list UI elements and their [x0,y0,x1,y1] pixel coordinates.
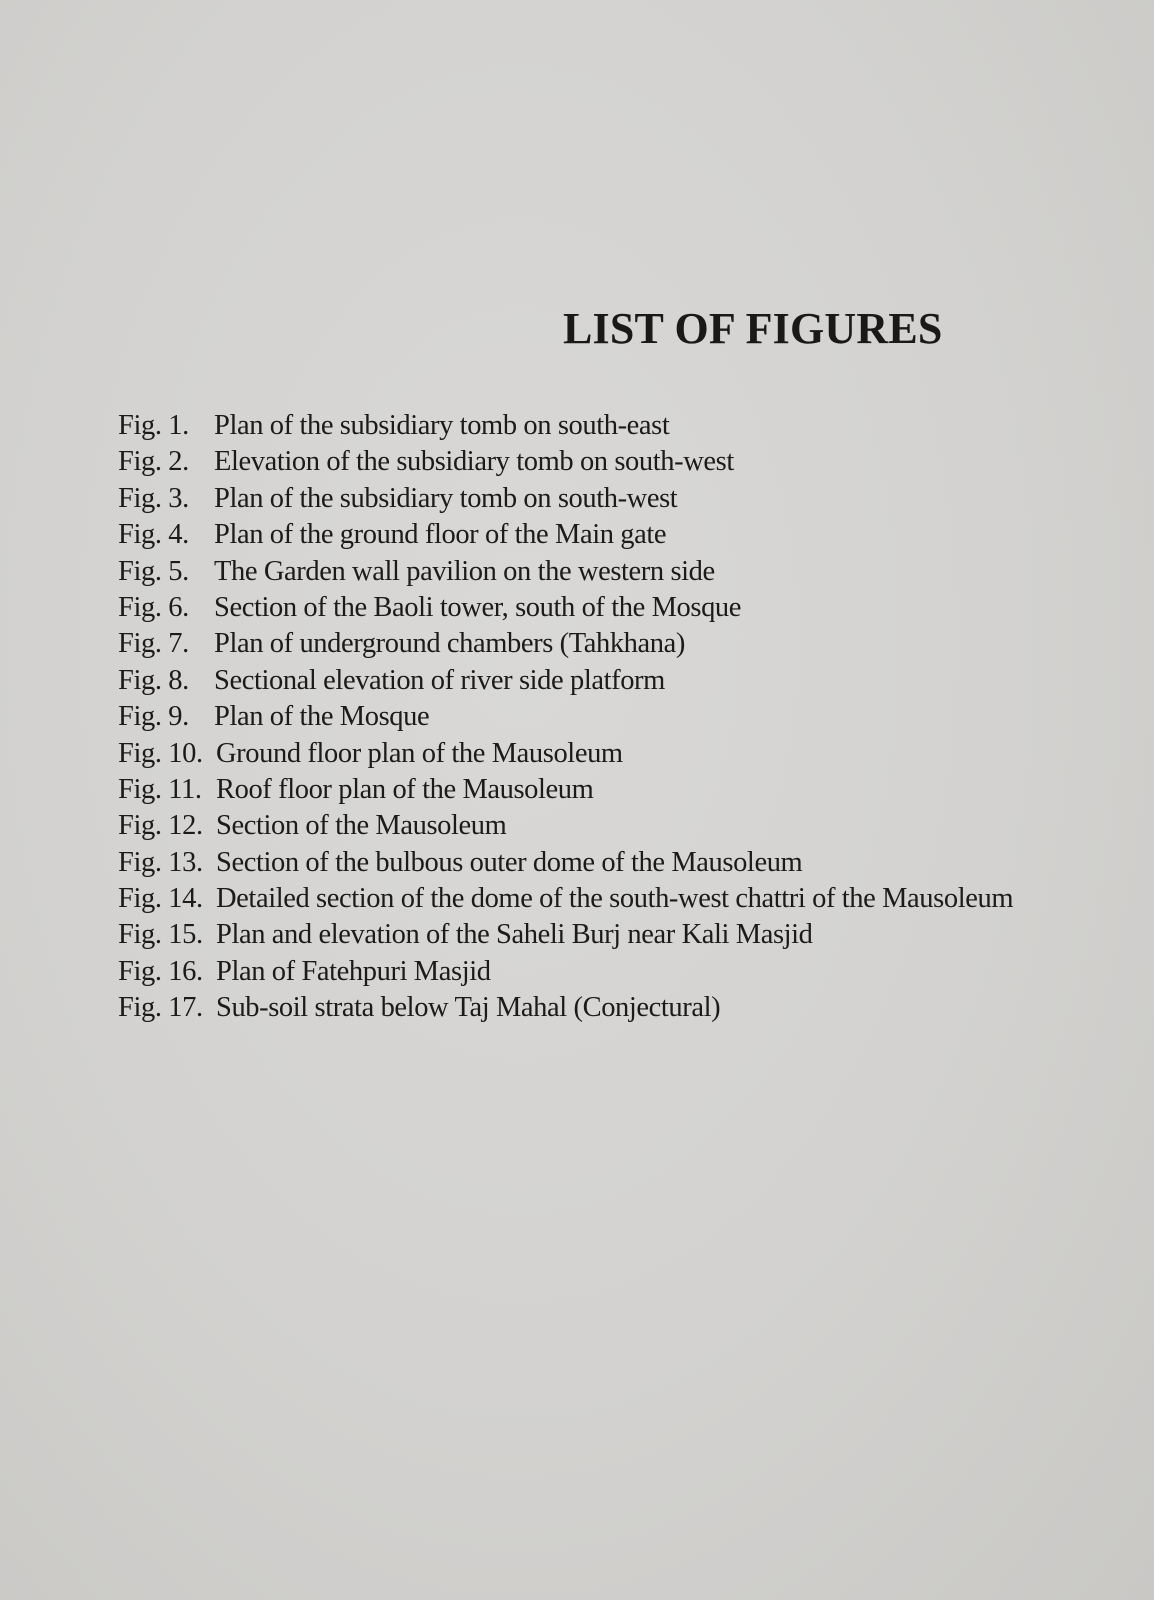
figure-title: Section of the Mausoleum [216,810,507,842]
figure-title: The Garden wall pavilion on the western side [214,555,715,587]
figure-number: Fig. 13. [118,846,203,878]
figure-list-item [118,665,1013,701]
figure-number: Fig. 10. [118,737,203,769]
figure-number: Fig. 6. [118,591,189,623]
figure-number: Fig. 8. [118,664,189,696]
figure-number: Fig. 1. [118,410,189,441]
figure-title: Plan of the subsidiary tomb on south-east [214,410,670,441]
figure-title: Elevation of the subsidiary tomb on south-west [214,446,734,478]
figure-list-item [118,883,1013,919]
figure-number: Fig. 5. [118,555,189,587]
figure-number: Fig. 4. [118,519,189,551]
figure-list-item [118,701,1013,737]
figure-title: Plan of the ground floor of the Main gate [214,519,667,551]
figure-title: Ground floor plan of the Mausoleum [216,737,623,769]
figure-list-item [118,956,1013,992]
figure-number: Fig. 2. [118,446,189,478]
figure-list-item [118,810,1013,846]
figure-title: Sub-soil strata below Taj Mahal (Conjectural) [216,992,721,1024]
figure-number: Fig. 17. [118,992,203,1024]
figure-title: Detailed section of the dome of the south-west chattri of the Mausoleum [216,883,1014,915]
figure-list [118,410,1013,1029]
figure-number: Fig. 11. [118,773,202,805]
figure-list-item [118,556,1013,592]
figure-title: Section of the bulbous outer dome of the Mausoleum [216,846,803,878]
figure-list-item [118,992,1013,1028]
figure-title: Roof floor plan of the Mausoleum [216,773,594,805]
figure-list-item [118,847,1013,883]
figure-list-item [118,446,1013,482]
figure-title: Plan of the Mosque [214,701,430,733]
figure-list-item [118,628,1013,664]
page-title: LIST OF FIGURES [563,304,943,353]
figure-list-item [118,519,1013,555]
figure-number: Fig. 9. [118,701,189,733]
figure-number: Fig. 3. [118,482,189,514]
figure-number: Fig. 16. [118,955,203,987]
figure-title: Plan of the subsidiary tomb on south-west [214,482,678,514]
figure-list-item [118,483,1013,519]
figure-list-item [118,592,1013,628]
figure-number: Fig. 15. [118,919,203,951]
figure-title: Plan of Fatehpuri Masjid [216,955,491,987]
figure-number: Fig. 12. [118,810,203,842]
figure-list-item [118,774,1013,810]
figure-number: Fig. 14. [118,883,203,915]
figure-title: Sectional elevation of river side platform [214,664,665,696]
figure-title: Plan and elevation of the Saheli Burj near Kali Masjid [216,919,813,951]
figure-title: Section of the Baoli tower, south of the Mosque [214,591,742,623]
figure-list-item [118,919,1013,955]
figure-title: Plan of underground chambers (Tahkhana) [214,628,685,660]
figure-list-item [118,410,1013,446]
figure-list-item [118,738,1013,774]
figure-number: Fig. 7. [118,628,189,660]
